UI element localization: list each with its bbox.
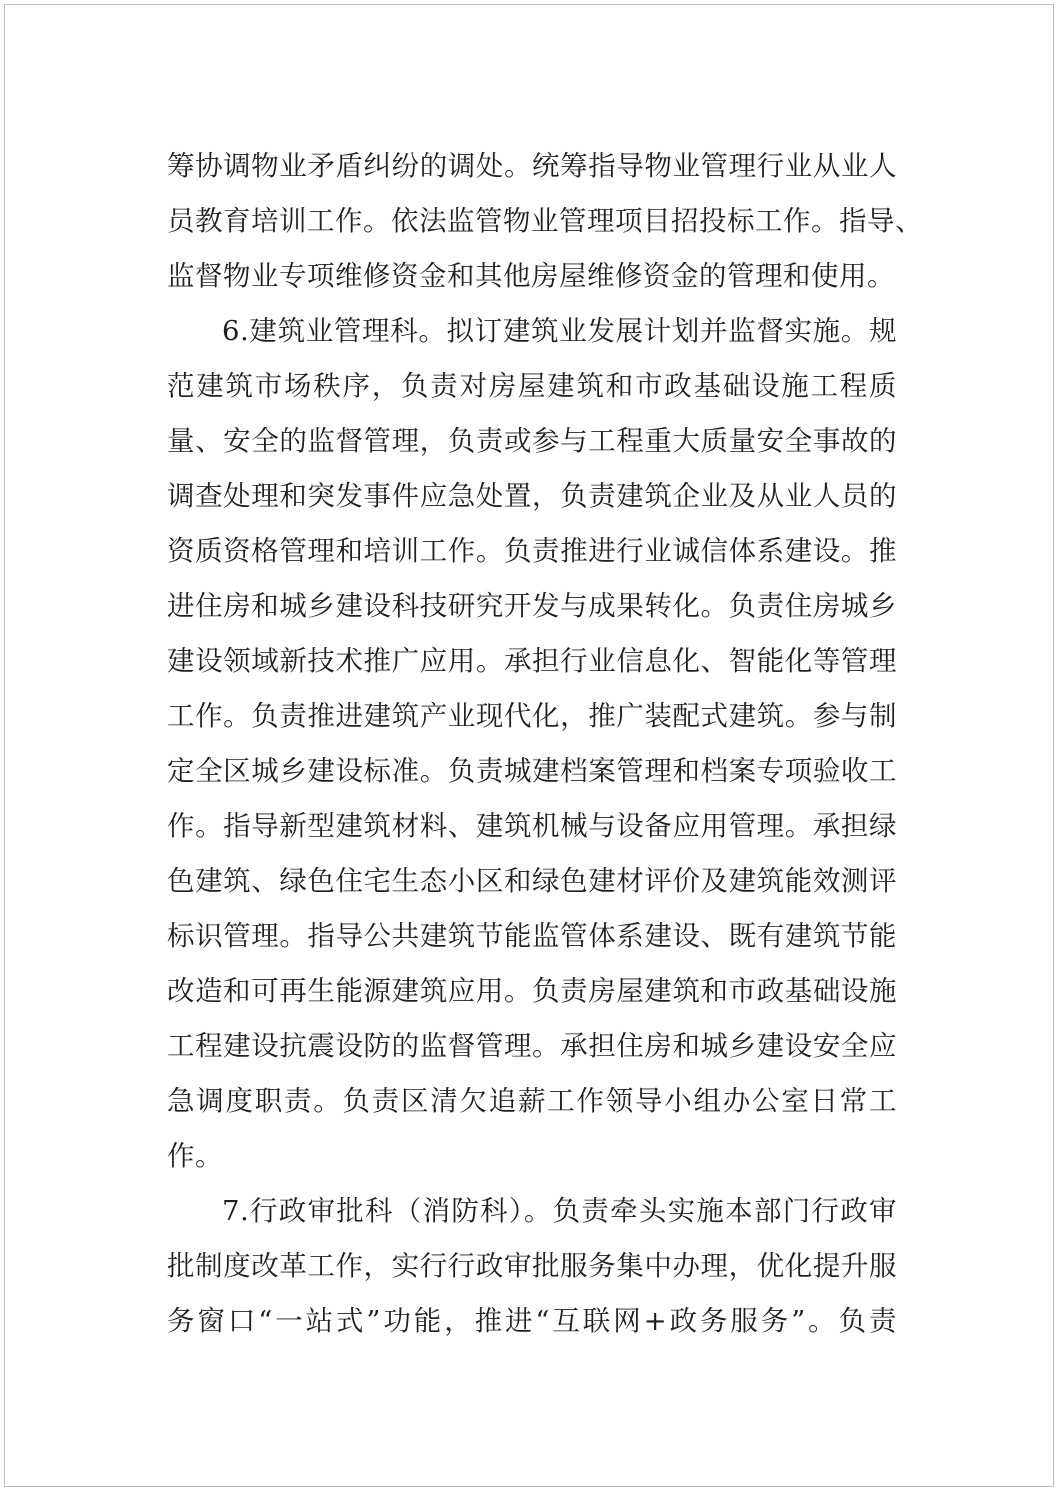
text-line: 作。指导新型建筑材料、建筑机械与设备应用管理。承担绿 bbox=[167, 810, 897, 842]
text-line: 改造和可再生能源建筑应用。负责房屋建筑和市政基础设施 bbox=[167, 975, 897, 1007]
text-line: 建设领域新技术推广应用。承担行业信息化、智能化等管理 bbox=[167, 645, 897, 677]
text-line: 资质资格管理和培训工作。负责推进行业诚信体系建设。推 bbox=[167, 535, 897, 567]
text-line: 调查处理和突发事件应急处置，负责建筑企业及从业人员的 bbox=[167, 480, 897, 512]
text-line: 监督物业专项维修资金和其他房屋维修资金的管理和使用。 bbox=[167, 260, 895, 292]
text-line: 量、安全的监督管理，负责或参与工程重大质量安全事故的 bbox=[167, 425, 897, 457]
text-line: 急调度职责。负责区清欠追薪工作领导小组办公室日常工 bbox=[167, 1085, 897, 1117]
text-line: 进住房和城乡建设科技研究开发与成果转化。负责住房城乡 bbox=[167, 590, 897, 622]
text-line: 色建筑、绿色住宅生态小区和绿色建材评价及建筑能效测评 bbox=[167, 865, 897, 897]
section-7-heading-line: 7.行政审批科（消防科）。负责牵头实施本部门行政审 bbox=[222, 1195, 897, 1227]
text-line: 批制度改革工作，实行行政审批服务集中办理，优化提升服 bbox=[167, 1250, 897, 1282]
text-line: 务窗口“一站式”功能，推进“互联网+政务服务”。负责 bbox=[167, 1305, 897, 1337]
text-line: 工作。负责推进建筑产业现代化，推广装配式建筑。参与制 bbox=[167, 700, 897, 732]
text-line: 工程建设抗震设防的监督管理。承担住房和城乡建设安全应 bbox=[167, 1030, 897, 1062]
text-line: 定全区城乡建设标准。负责城建档案管理和档案专项验收工 bbox=[167, 755, 897, 787]
document-page bbox=[4, 4, 1054, 1487]
text-line: 标识管理。指导公共建筑节能监管体系建设、既有建筑节能 bbox=[167, 920, 897, 952]
section-6-heading-line: 6.建筑业管理科。拟订建筑业发展计划并监督实施。规 bbox=[222, 315, 897, 347]
body-text bbox=[167, 139, 923, 1349]
text-line: 筹协调物业矛盾纠纷的调处。统筹指导物业管理行业从业人 bbox=[167, 150, 897, 182]
text-line: 员教育培训工作。依法监管物业管理项目招投标工作。指导、 bbox=[167, 205, 923, 237]
text-line: 作。 bbox=[167, 1140, 223, 1172]
text-line: 范建筑市场秩序，负责对房屋建筑和市政基础设施工程质 bbox=[167, 370, 897, 402]
